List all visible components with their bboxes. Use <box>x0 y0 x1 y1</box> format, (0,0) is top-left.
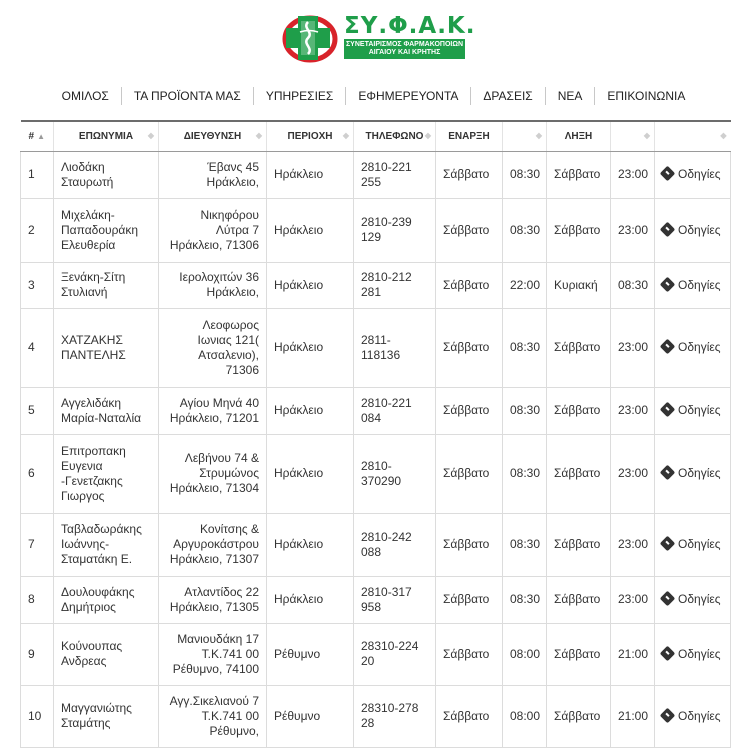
directions-icon <box>660 221 676 237</box>
end-time-cell: 23:00 <box>611 198 655 262</box>
directions-icon <box>660 645 676 661</box>
pharmacy-area-cell: Ηράκλειο <box>267 262 354 308</box>
sort-icon: ◆ <box>720 131 727 140</box>
pharmacy-phone-cell: 2810-221 084 <box>354 387 436 434</box>
end-day-cell: Σάββατο <box>547 513 611 576</box>
row-number-cell: 6 <box>21 434 54 513</box>
end-time-cell: 21:00 <box>611 623 655 685</box>
directions-icon <box>660 591 676 607</box>
directions-cell <box>655 387 731 434</box>
nav-item-omilos[interactable]: ΟΜΙΛΟΣ <box>61 89 109 103</box>
pharmacy-phone-cell: 2810-242 088 <box>354 513 436 576</box>
pharmacy-name-cell: Ξενάκη-Σίτη Στυλιανή <box>54 262 159 308</box>
table-row <box>21 685 731 747</box>
directions-cell <box>655 151 731 198</box>
pharmacy-address-cell: Λεοφωρος Ιωνιας 121( Ατσαλενιο), 71306 <box>159 308 267 387</box>
row-number-cell: 3 <box>21 262 54 308</box>
pharmacy-phone-cell: 2810-317 958 <box>354 576 436 623</box>
table-row <box>21 308 731 387</box>
col-header-label: ΠΕΡΙΟΧΗ <box>287 130 333 142</box>
col-header-label: ΕΝΑΡΞΗ <box>448 130 490 142</box>
directions-label: Οδηγίες <box>678 466 721 480</box>
row-number-cell: 9 <box>21 623 54 685</box>
pharmacy-phone-cell: 28310-278 28 <box>354 685 436 747</box>
col-header-label: ΛΗΞΗ <box>564 130 593 142</box>
pharmacies-table <box>20 120 731 748</box>
pharmacy-name-cell: Μιχελάκη-Παπαδουράκη Ελευθερία <box>54 198 159 262</box>
logo-subtitle-line1: ΣΥΝΕΤΑΙΡΙΣΜΟΣ ΦΑΡΜΑΚΟΠΟΙΩΝ <box>345 41 464 48</box>
directions-cell <box>655 685 731 747</box>
col-header-start-time[interactable] <box>503 121 547 151</box>
pharmacy-address-cell: Λεβήνου 74 & Στρυμώνος Ηράκλειο, 71304 <box>159 434 267 513</box>
row-number-cell: 7 <box>21 513 54 576</box>
logo-title: ΣΥ.Φ.Α.Κ. <box>344 13 476 39</box>
col-header-number[interactable] <box>21 121 54 151</box>
directions-link[interactable] <box>662 466 721 480</box>
directions-cell <box>655 198 731 262</box>
nav-item-contact[interactable]: ΕΠΙΚΟΙΝΩΝΙΑ <box>594 87 697 105</box>
directions-icon <box>660 465 676 481</box>
pharmacy-name-cell: Αγγελιδάκη Μαρία-Ναταλία <box>54 387 159 434</box>
col-header-end-time[interactable] <box>611 121 655 151</box>
table-row <box>21 387 731 434</box>
start-time-cell: 08:30 <box>503 151 547 198</box>
start-day-cell: Σάββατο <box>436 434 503 513</box>
pharmacy-area-cell: Ηράκλειο <box>267 387 354 434</box>
directions-label: Οδηγίες <box>678 403 721 417</box>
col-header-label: ΤΗΛΕΦΩΝΟ <box>365 130 424 142</box>
start-day-cell: Σάββατο <box>436 308 503 387</box>
pharmacy-address-cell: Αγίου Μηνά 40 Ηράκλειο, 71201 <box>159 387 267 434</box>
directions-label: Οδηγίες <box>678 537 721 551</box>
pharmacy-name-cell: Ταβλαδωράκης Ιωάννης-Σταματάκη Ε. <box>54 513 159 576</box>
nav-item-services[interactable]: ΥΠΗΡΕΣΙΕΣ <box>253 87 346 105</box>
directions-cell <box>655 434 731 513</box>
table-header-row <box>21 121 731 151</box>
start-time-cell: 08:30 <box>503 434 547 513</box>
sort-icon: ◆ <box>424 131 431 140</box>
pharmacy-area-cell: Ηράκλειο <box>267 198 354 262</box>
pharmacy-area-cell: Ηράκλειο <box>267 308 354 387</box>
directions-cell <box>655 513 731 576</box>
end-time-cell: 23:00 <box>611 576 655 623</box>
directions-icon <box>660 402 676 418</box>
pharmacy-name-cell: Μαγγανιώτης Σταμάτης <box>54 685 159 747</box>
row-number-cell: 2 <box>21 198 54 262</box>
row-number-cell: 8 <box>21 576 54 623</box>
pharmacy-phone-cell: 28310-224 20 <box>354 623 436 685</box>
directions-link[interactable] <box>662 592 721 606</box>
pharmacy-phone-cell: 2810-239 129 <box>354 198 436 262</box>
directions-label: Οδηγίες <box>678 222 721 237</box>
start-day-cell: Σάββατο <box>436 513 503 576</box>
end-day-cell: Σάββατο <box>547 623 611 685</box>
sort-icon: ◆ <box>535 131 542 140</box>
start-time-cell: 08:00 <box>503 685 547 747</box>
table-row <box>21 198 731 262</box>
table-row <box>21 151 731 198</box>
nav-item-news[interactable]: ΝΕΑ <box>545 87 595 105</box>
nav-item-on-duty[interactable]: ΕΦΗΜΕΡΕΥΟΝΤΑ <box>345 87 470 105</box>
end-time-cell: 21:00 <box>611 685 655 747</box>
logo-subtitle <box>344 39 465 59</box>
end-day-cell: Σάββατο <box>547 387 611 434</box>
directions-icon <box>660 536 676 552</box>
pharmacy-area-cell: Ρέθυμνο <box>267 685 354 747</box>
sort-icon: ◆ <box>643 131 650 140</box>
start-day-cell: Σάββατο <box>436 262 503 308</box>
pharmacy-name-cell: Δουλουφάκης Δημήτριος <box>54 576 159 623</box>
end-day-cell: Κυριακή <box>547 262 611 308</box>
end-day-cell: Σάββατο <box>547 576 611 623</box>
directions-link[interactable] <box>662 537 721 551</box>
directions-icon <box>660 166 676 182</box>
directions-label: Οδηγίες <box>678 340 721 354</box>
end-day-cell: Σάββατο <box>547 308 611 387</box>
table-row <box>21 623 731 685</box>
table-body <box>21 151 731 747</box>
start-day-cell: Σάββατο <box>436 623 503 685</box>
directions-label: Οδηγίες <box>678 167 721 181</box>
nav-item-products[interactable]: ΤΑ ΠΡΟΪΟΝΤΑ ΜΑΣ <box>121 87 253 105</box>
sort-icon: ◆ <box>255 131 262 140</box>
directions-link[interactable] <box>662 223 721 237</box>
nav-item-actions[interactable]: ΔΡΑΣΕΙΣ <box>470 87 544 105</box>
directions-label: Οδηγίες <box>678 277 721 292</box>
pharmacy-address-cell: Μανιουδάκη 17 Τ.Κ.741 00 Ρέθυμνο, 74100 <box>159 623 267 685</box>
start-time-cell: 22:00 <box>503 262 547 308</box>
start-day-cell: Σάββατο <box>436 198 503 262</box>
col-header-directions[interactable] <box>655 121 731 151</box>
end-day-cell: Σάββατο <box>547 685 611 747</box>
end-day-cell: Σάββατο <box>547 434 611 513</box>
start-time-cell: 08:30 <box>503 576 547 623</box>
row-number-cell: 1 <box>21 151 54 198</box>
directions-label: Οδηγίες <box>678 708 721 723</box>
directions-icon <box>660 339 676 355</box>
sort-icon: ◆ <box>342 131 349 140</box>
end-time-cell: 23:00 <box>611 434 655 513</box>
pharmacy-area-cell: Ηράκλειο <box>267 576 354 623</box>
start-time-cell: 08:30 <box>503 513 547 576</box>
end-day-cell: Σάββατο <box>547 198 611 262</box>
start-time-cell: 08:30 <box>503 387 547 434</box>
sort-asc-icon: ▲ <box>37 131 45 141</box>
directions-label: Οδηγίες <box>678 592 721 606</box>
start-time-cell: 08:30 <box>503 198 547 262</box>
start-day-cell: Σάββατο <box>436 151 503 198</box>
end-time-cell: 23:00 <box>611 151 655 198</box>
pharmacy-address-cell: Νικηφόρου Λύτρα 7 Ηράκλειο, 71306 <box>159 198 267 262</box>
table-row <box>21 434 731 513</box>
start-day-cell: Σάββατο <box>436 387 503 434</box>
pharmacy-phone-cell: 2811-118136 <box>354 308 436 387</box>
pharmacy-address-cell: Κονίτσης & Αργυροκάστρου Ηράκλειο, 71307 <box>159 513 267 576</box>
sort-icon: ◆ <box>147 131 154 140</box>
col-header-label: ΔΙΕΥΘΥΝΣΗ <box>183 130 242 142</box>
directions-link[interactable] <box>662 340 721 354</box>
pharmacy-cross-logo-icon <box>280 12 342 64</box>
row-number-cell: 5 <box>21 387 54 434</box>
pharmacy-phone-cell: 2810-221 255 <box>354 151 436 198</box>
pharmacy-phone-cell: 2810-212 281 <box>354 262 436 308</box>
logo-wordmark[interactable] <box>344 14 476 59</box>
col-header-name[interactable] <box>54 121 159 151</box>
row-number-cell: 10 <box>21 685 54 747</box>
pharmacy-area-cell: Ηράκλειο <box>267 151 354 198</box>
col-header-address[interactable] <box>159 121 267 151</box>
logo-subtitle-line2: ΑΙΓΑΙΟΥ ΚΑΙ ΚΡΗΤΗΣ <box>368 49 441 56</box>
directions-label: Οδηγίες <box>678 646 721 661</box>
table-row <box>21 576 731 623</box>
col-header-start[interactable] <box>436 121 503 151</box>
row-number-cell: 4 <box>21 308 54 387</box>
end-time-cell: 23:00 <box>611 308 655 387</box>
end-time-cell: 23:00 <box>611 513 655 576</box>
directions-link[interactable] <box>662 403 721 417</box>
col-header-phone[interactable] <box>354 121 436 151</box>
directions-link[interactable] <box>662 278 721 292</box>
directions-link[interactable] <box>662 709 721 723</box>
main-nav <box>0 86 747 106</box>
directions-cell <box>655 623 731 685</box>
pharmacy-address-cell: Αγγ.Σικελιανού 7 Τ.Κ.741 00 Ρέθυμνο, <box>159 685 267 747</box>
pharmacy-address-cell: Ιερολοχιτών 36 Ηράκλειο, <box>159 262 267 308</box>
col-header-label: ΕΠΩΝΥΜΙΑ <box>78 130 134 142</box>
directions-icon <box>660 707 676 723</box>
start-time-cell: 08:00 <box>503 623 547 685</box>
start-day-cell: Σάββατο <box>436 576 503 623</box>
pharmacy-name-cell: Λιοδάκη Σταυρωτή <box>54 151 159 198</box>
directions-icon <box>660 276 676 292</box>
table-row <box>21 513 731 576</box>
directions-cell <box>655 576 731 623</box>
pharmacy-name-cell: Κούνουπας Ανδρεας <box>54 623 159 685</box>
directions-link[interactable] <box>662 647 721 661</box>
directions-cell <box>655 262 731 308</box>
end-day-cell: Σάββατο <box>547 151 611 198</box>
col-header-end[interactable] <box>547 121 611 151</box>
pharmacies-table-container <box>20 120 730 748</box>
pharmacy-name-cell: Επιτροπακη Ευγενια -Γενετζακης Γιωργος <box>54 434 159 513</box>
start-time-cell: 08:30 <box>503 308 547 387</box>
col-header-label: # <box>28 130 35 142</box>
pharmacy-area-cell: Ρέθυμνο <box>267 623 354 685</box>
pharmacy-area-cell: Ηράκλειο <box>267 434 354 513</box>
pharmacy-address-cell: Έβανς 45 Ηράκλειο, <box>159 151 267 198</box>
end-time-cell: 23:00 <box>611 387 655 434</box>
directions-cell <box>655 308 731 387</box>
start-day-cell: Σάββατο <box>436 685 503 747</box>
pharmacy-name-cell: ΧΑΤΖΑΚΗΣ ΠΑΝΤΕΛΗΣ <box>54 308 159 387</box>
pharmacy-area-cell: Ηράκλειο <box>267 513 354 576</box>
pharmacy-address-cell: Ατλαντίδος 22 Ηράκλειο, 71305 <box>159 576 267 623</box>
directions-link[interactable] <box>662 167 721 181</box>
pharmacy-phone-cell: 2810-370290 <box>354 434 436 513</box>
end-time-cell: 08:30 <box>611 262 655 308</box>
table-row <box>21 262 731 308</box>
col-header-area[interactable] <box>267 121 354 151</box>
